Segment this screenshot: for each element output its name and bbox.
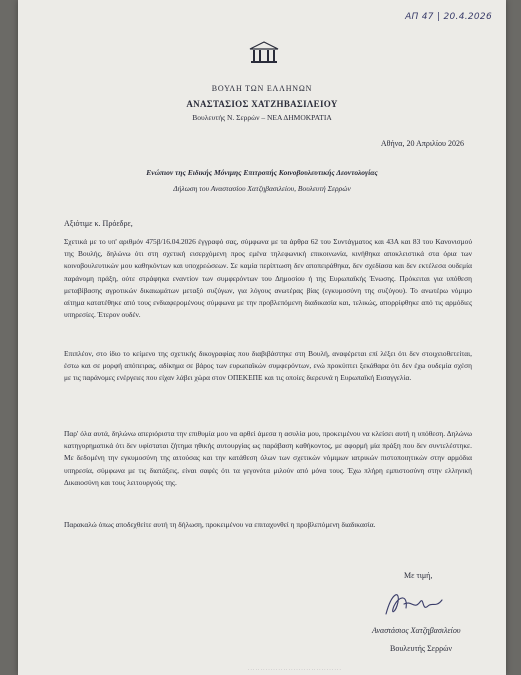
letter-date: Αθήνα, 20 Απριλίου 2026 bbox=[380, 139, 464, 148]
paragraph-4: Παρακαλώ όπως αποδεχθείτε αυτή τη δήλωση, προκειμένου να επιταχυνθεί η προβλεπόμενη διαδικασία. bbox=[64, 520, 376, 529]
handwritten-protocol-note: ΑΠ 47 | 20.4.2026 bbox=[405, 12, 492, 22]
handwritten-signature bbox=[378, 586, 448, 620]
closing: Με τιμή, bbox=[404, 571, 433, 580]
paragraph-1: Σχετικά με το υπ' αριθμόν 475β/16.04.2026 έγγραφό σας, σύμφωνα με τα άρθρα 62 του Συντάγματος και 43Α και 83 του Κανονισμού της Βουλής, δηλώνω ότι στη σχετική εισερχόμενη προς εμένα τηλεφωνική επικοινωνία, κινήθηκα αποκλειστικά στα όρια των κοινοβουλευτικών μου καθηκόντων και υποχρεώσεων. Σε καμία περίπτωση δεν αποπειράθηκα, δεν σχεδίασα και δεν εκτέλεσα ουδεμία παράνομη πράξη, ούτε στράφηκα εναντίον των συμφερόντων του Δημοσίου ή της Ευρωπαϊκής Ένωσης. Πρόκειται για υπόθεση μεταβίβασης αγροτικών δικαιωμάτων μεταξύ συζύγων, για λόγους ανωτέρας βίας (εγκυμοσύνη της συζύγου). Το ανωτέρω νόμιμο αίτημα κατατέθηκε από τους ενδιαφερομένους σύμφωνα με την προβλεπόμενη διαδικασία και, τελικώς, απορρίφθηκε από τις αρμόδιες υπηρεσίες. Έτερον ουδέν. bbox=[64, 237, 472, 320]
signature-name: Αναστάσιος Χατζηβασιλείου bbox=[372, 626, 461, 635]
declaration-title: Δήλωση του Αναστασίου Χατζηβασιλείου, Βουλευτή Σερρών bbox=[173, 184, 351, 193]
parliament-emblem-icon bbox=[248, 40, 280, 66]
mp-name: ΑΝΑΣΤΑΣΙΟΣ ΧΑΤΖΗΒΑΣΙΛΕΙΟΥ bbox=[186, 99, 338, 109]
paragraph-2: Επιπλέον, στο ίδιο το κείμενο της σχετικής δικογραφίας που διαβιβάστηκε στη Βουλή, αναφέρεται επί λέξει ότι δεν στοιχειοθετείται, έστω και σε μορφή απόπειρας, αδίκημα σε βάρος των ευρωπαϊκών συμφερόντων, ενώ προκύπτει ξεκάθαρα ότι δεν έχω ουδεμία σχέση με τις παράνομες ενέργειες που είχαν λάβει χώρα στον ΟΠΕΚΕΠΕ και τις οποίες διερευνά η Ευρωπαϊκή Εισαγγελία. bbox=[64, 349, 472, 383]
parliament-name: ΒΟΥΛΗ ΤΩΝ ΕΛΛΗΝΩΝ bbox=[211, 84, 313, 93]
signature-role: Βουλευτής Σερρών bbox=[390, 644, 452, 653]
letter-subject: Ενώπιον της Ειδικής Μόνιμης Επιτροπής Κοινοβουλευτικής Δεοντολογίας bbox=[146, 168, 378, 177]
footer-contact-line: · · · · · · · · · · · · · · · · · · · · · · · · · · · · · · · · · · · · · bbox=[248, 667, 341, 672]
salutation: Αξιότιμε κ. Πρόεδρε, bbox=[64, 219, 133, 228]
mp-role: Βουλευτής Ν. Σερρών – ΝΕΑ ΔΗΜΟΚΡΑΤΙΑ bbox=[192, 113, 332, 122]
letter-page bbox=[18, 0, 506, 675]
paragraph-3: Παρ' όλα αυτά, δηλώνω απεριόριστα την επιθυμία μου να αρθεί άμεσα η ασυλία μου, προκειμένου να κλείσει αυτή η υπόθεση. Δηλώνω κατηγορηματικά ότι δεν υφίσταται ζήτημα ηθικής αυτουργίας ως παράβαση καθήκοντος, με αφορμή μία πράξη που δεν συντελέστηκε. Με δεδομένη την εγκυμοσύνη της αιτούσας και την κατάθεση όλων των σχετικών νόμιμων ιατρικών πιστοποιητικών στην αρμόδια υπηρεσία, σύμφωνα με τις διατάξεις, είναι σαφές ότι τα γεγονότα μιλούν από μόνα τους. Έχω πλήρη εμπιστοσύνη στην ελληνική Δικαιοσύνη και τους λειτουργούς της. bbox=[64, 429, 472, 487]
